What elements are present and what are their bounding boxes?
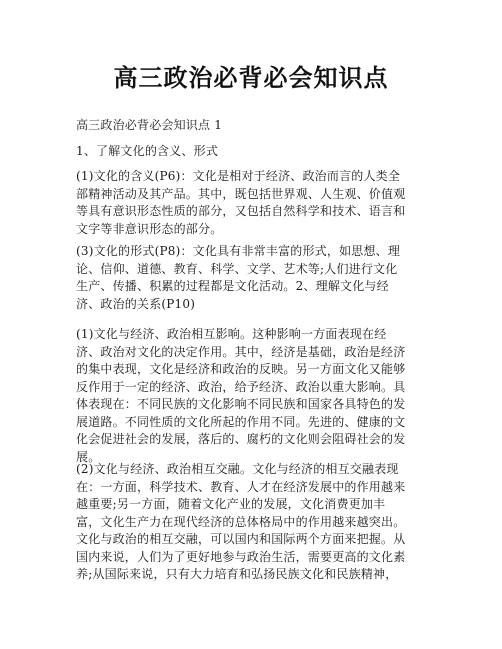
heading-line: 1、了解文化的含义、形式 (76, 144, 219, 158)
paragraph-culture-forms (76, 243, 432, 313)
text-line: 化会促进社会的发展，落后的、腐朽的文化则会阻碍社会的发 (76, 432, 406, 446)
text-line: 国内来说，人们为了更好地参与政治生活，需要更高的文化素 (76, 549, 406, 564)
text-line: 越重要;另一方面，随着文化产业的发展，文化消费更加丰 (76, 497, 386, 511)
text-line: 在：一方面，科学技术、教育、人才在经济发展中的作用越来 (76, 479, 406, 494)
paragraph-mutual-influence (76, 326, 432, 466)
text-line: 等具有意识形态性质的部分，又包括自然科学和技术、语言和 (76, 204, 406, 218)
text-line: 济、政治对文化的决定作用。其中，经济是基础，政治是经济 (76, 344, 406, 359)
text-line: 文化与政治的相互交融，可以国内和国际两个方面来把握。从 (76, 532, 406, 546)
text-line: 文字等非意识形态的部分。 (76, 221, 223, 236)
text-line: (1)文化与经济、政治相互影响。这种影响一方面表现在经 (76, 327, 387, 341)
document-title: 高三政治必背必会知识点 (113, 64, 389, 92)
text-line: 体表现在：不同民族的文化影响不同民族和国家各具特色的发 (76, 397, 406, 411)
text-line: 论、信仰、道德、教育、科学、文学、艺术等;人们进行文化 (76, 261, 398, 276)
text-line: 养;从国际来说，只有大力培育和弘扬民族文化和民族精神， (76, 567, 398, 581)
document-subtitle (76, 117, 432, 135)
text-line: 济、政治的关系(P10) (76, 296, 196, 311)
subtitle-line: 高三政治必背必会知识点 1 (76, 118, 223, 132)
text-line: (3)文化的形式(P8)：文化具有非常丰富的形式，如思想、理 (76, 244, 401, 258)
text-line: 反作用于一定的经济、政治，给予经济、政治以重大影响。具 (76, 379, 406, 394)
paragraph-mutual-integration (76, 461, 432, 584)
paragraph-culture-meaning (76, 168, 432, 238)
text-line: 部精神活动及其产品。其中，既包括世界观、人生观、价值观 (76, 186, 406, 201)
text-line: (2)文化与经济、政治相互交融。文化与经济的相互交融表现 (76, 462, 399, 476)
text-line: (1)文化的含义(P6)：文化是相对于经济、政治而言的人类全 (76, 169, 401, 183)
section-heading (76, 143, 432, 161)
text-line: 展道路。不同性质的文化所起的作用不同。先进的、健康的文 (76, 414, 406, 429)
text-line: 生产、传播、积累的过程都是文化活动。2、理解文化与经 (76, 279, 389, 293)
text-line: 的集中表现，文化是经济和政治的反映。另一方面文化又能够 (76, 362, 406, 376)
text-line: 展。 (76, 449, 101, 464)
text-line: 富，文化生产力在现代经济的总体格局中的作用越来越突出。 (76, 514, 406, 529)
